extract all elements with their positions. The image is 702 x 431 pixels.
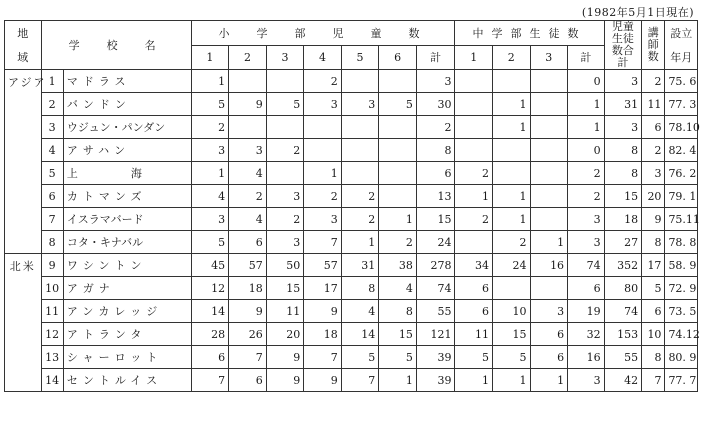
- school-name: ワシントン: [63, 254, 191, 277]
- jr-total-cell: 19: [568, 300, 605, 323]
- elem-grade-cell: 7: [341, 369, 379, 392]
- elem-grade-cell: 14: [341, 323, 379, 346]
- founded-cell: 78. 8: [665, 231, 698, 254]
- jr-grade-cell: 1: [455, 185, 493, 208]
- elem-grade-cell: 2: [304, 185, 342, 208]
- teachers-cell: 7: [642, 369, 665, 392]
- jr-grade-cell: 2: [455, 162, 493, 185]
- elem-grade-cell: 8: [341, 277, 379, 300]
- elem-grade-cell: 3: [341, 93, 379, 116]
- elem-grade-cell: 14: [191, 300, 229, 323]
- elem-grade-cell: 1: [341, 231, 379, 254]
- jr-grade-cell: [455, 116, 493, 139]
- elem-grade-cell: 9: [266, 369, 304, 392]
- elem-grade-cell: 11: [266, 300, 304, 323]
- elem-grade-cell: 8: [379, 300, 417, 323]
- founded-cell: 77. 3: [665, 93, 698, 116]
- teachers-cell: 5: [642, 277, 665, 300]
- elem-total-cell: 15: [416, 208, 455, 231]
- founded-cell: 80. 9: [665, 346, 698, 369]
- header-row-top: [5, 21, 698, 46]
- jr-grade-cell: [455, 93, 493, 116]
- total-students-cell: 8: [604, 162, 642, 185]
- teachers-cell: 20: [642, 185, 665, 208]
- table-row: [5, 369, 698, 392]
- school-name: アトランタ: [63, 323, 191, 346]
- table-row: [5, 346, 698, 369]
- elem-grade-cell: 1: [379, 369, 417, 392]
- total-students-cell: 80: [604, 277, 642, 300]
- elem-grade-cell: [379, 70, 417, 93]
- jr-total-cell: 2: [568, 185, 605, 208]
- total-students-cell: 42: [604, 369, 642, 392]
- table-row: [5, 139, 698, 162]
- elem-grade-cell: 2: [341, 185, 379, 208]
- teachers-cell: 10: [642, 323, 665, 346]
- school-number: 4: [41, 139, 63, 162]
- total-students-header: 児童生徒数合計: [604, 21, 642, 70]
- elem-grade-cell: [229, 116, 267, 139]
- jr-grade-cell: 1: [493, 93, 531, 116]
- jr-grade-cell: [455, 139, 493, 162]
- table-row: [5, 231, 698, 254]
- table-row: [5, 208, 698, 231]
- teachers-cell: 17: [642, 254, 665, 277]
- elem-grade-cell: 5: [341, 346, 379, 369]
- elem-grade-cell: 4: [341, 300, 379, 323]
- elem-grade-cell: 31: [341, 254, 379, 277]
- elem-grade-cell: 18: [229, 277, 267, 300]
- table-row: [5, 185, 698, 208]
- jr-grade-cell: 6: [530, 323, 568, 346]
- founded-cell: 77. 7: [665, 369, 698, 392]
- elem-grade-cell: 28: [191, 323, 229, 346]
- date-note: (1982年5月1日現在): [581, 6, 694, 19]
- total-students-cell: 27: [604, 231, 642, 254]
- elem-grade-cell: [304, 139, 342, 162]
- elem-grade-cell: 1: [304, 162, 342, 185]
- founded-cell: 75.11: [665, 208, 698, 231]
- school-name: シャーロット: [63, 346, 191, 369]
- school-number: 9: [41, 254, 63, 277]
- elem-grade-cell: [266, 162, 304, 185]
- jr-grade-cell: 6: [455, 277, 493, 300]
- school-number: 8: [41, 231, 63, 254]
- jr-total-cell: 6: [568, 277, 605, 300]
- jr-total-cell: 16: [568, 346, 605, 369]
- jr-grade-cell: [493, 70, 531, 93]
- elem-grade-cell: 5: [191, 231, 229, 254]
- elem-grade-cell: 7: [191, 369, 229, 392]
- jr-grade-cell: [530, 139, 568, 162]
- elem-grade-cell: 1: [191, 70, 229, 93]
- jr-grade-cell: 5: [455, 346, 493, 369]
- elem-grade-cell: 3: [229, 139, 267, 162]
- school-name: アサハン: [63, 139, 191, 162]
- elem-grade-cell: 9: [304, 369, 342, 392]
- elem-grade-cell: 4: [229, 162, 267, 185]
- elem-grade-cell: [266, 70, 304, 93]
- elem-grade-cell: 3: [191, 139, 229, 162]
- school-name-header: 学 校 名: [41, 21, 191, 70]
- elem-total-cell: 2: [416, 116, 455, 139]
- elem-total-cell: 13: [416, 185, 455, 208]
- jr-grade-cell: 10: [493, 300, 531, 323]
- school-number: 13: [41, 346, 63, 369]
- teachers-cell: 8: [642, 231, 665, 254]
- table-row: [5, 116, 698, 139]
- elem-grade-cell: [379, 116, 417, 139]
- founded-header-bottom: 年月: [670, 51, 693, 64]
- elem-grade-cell: [341, 70, 379, 93]
- teachers-cell: 9: [642, 208, 665, 231]
- junior-count-header: 中学部生徒数: [455, 21, 604, 46]
- table-body: [5, 70, 698, 392]
- founded-cell: 82. 4: [665, 139, 698, 162]
- jr-grade-cell: 1: [530, 369, 568, 392]
- jr-grade-cell: 11: [455, 323, 493, 346]
- elem-grade-cell: [379, 139, 417, 162]
- teachers-cell: 11: [642, 93, 665, 116]
- elem-grade-cell: [379, 185, 417, 208]
- elem-grade-cell: 1: [191, 162, 229, 185]
- elem-grade-cell: 3: [191, 208, 229, 231]
- jr-grade-cell: [493, 277, 531, 300]
- school-number: 5: [41, 162, 63, 185]
- region-header-top: 地: [17, 27, 29, 40]
- jr-grade-cell: 1: [455, 369, 493, 392]
- school-name: 上 海: [63, 162, 191, 185]
- elem-total-cell: 39: [416, 346, 455, 369]
- elem-grade-cell: 9: [229, 93, 267, 116]
- teachers-cell: 3: [642, 162, 665, 185]
- school-name: ウジュン・パンダン: [63, 116, 191, 139]
- total-students-cell: 8: [604, 139, 642, 162]
- elem-grade-cell: 5: [379, 346, 417, 369]
- elem-grade-cell: 3: [266, 185, 304, 208]
- elem-grade-cell: 6: [229, 369, 267, 392]
- elem-grade-header: 3: [266, 45, 304, 70]
- school-number: 11: [41, 300, 63, 323]
- elem-grade-cell: 7: [229, 346, 267, 369]
- elem-grade-cell: [304, 116, 342, 139]
- table-row: [5, 70, 698, 93]
- elem-total-cell: 8: [416, 139, 455, 162]
- elem-grade-cell: 2: [341, 208, 379, 231]
- elem-grade-cell: 7: [304, 231, 342, 254]
- elem-grade-cell: 9: [304, 300, 342, 323]
- founded-header: [665, 21, 698, 70]
- founded-cell: 72. 9: [665, 277, 698, 300]
- school-name: セントルイス: [63, 369, 191, 392]
- jr-grade-cell: [530, 277, 568, 300]
- jr-grade-cell: 15: [493, 323, 531, 346]
- elem-grade-cell: 2: [229, 185, 267, 208]
- founded-header-top: 設立: [670, 27, 693, 40]
- elem-grade-cell: 5: [266, 93, 304, 116]
- jr-grade-header: 1: [455, 45, 493, 70]
- school-number: 1: [41, 70, 63, 93]
- elem-grade-cell: 38: [379, 254, 417, 277]
- elem-grade-cell: 3: [304, 93, 342, 116]
- school-name: バンドン: [63, 93, 191, 116]
- jr-grade-cell: [493, 139, 531, 162]
- school-name: アンカレッジ: [63, 300, 191, 323]
- elem-grade-cell: [379, 162, 417, 185]
- total-students-cell: 153: [604, 323, 642, 346]
- school-name: マドラス: [63, 70, 191, 93]
- elem-grade-cell: 50: [266, 254, 304, 277]
- jr-grade-header: 2: [493, 45, 531, 70]
- total-students-cell: 3: [604, 116, 642, 139]
- jr-grade-cell: 5: [493, 346, 531, 369]
- table-row: [5, 254, 698, 277]
- jr-grade-cell: 1: [493, 369, 531, 392]
- school-number: 14: [41, 369, 63, 392]
- school-number: 12: [41, 323, 63, 346]
- elem-total-cell: 121: [416, 323, 455, 346]
- elem-total-cell: 39: [416, 369, 455, 392]
- elem-grade-cell: 2: [379, 231, 417, 254]
- jr-grade-cell: [530, 93, 568, 116]
- elem-grade-cell: 57: [304, 254, 342, 277]
- table-row: [5, 277, 698, 300]
- elem-grade-cell: 4: [191, 185, 229, 208]
- elem-total-cell: 6: [416, 162, 455, 185]
- jr-grade-cell: [530, 70, 568, 93]
- jr-total-cell: 3: [568, 208, 605, 231]
- jr-total-cell: 1: [568, 93, 605, 116]
- elem-grade-cell: 1: [379, 208, 417, 231]
- jr-total-cell: 3: [568, 369, 605, 392]
- elem-grade-cell: 6: [229, 231, 267, 254]
- jr-grade-cell: 1: [493, 185, 531, 208]
- elem-grade-header: 1: [191, 45, 229, 70]
- elem-grade-cell: 6: [191, 346, 229, 369]
- teachers-cell: 6: [642, 300, 665, 323]
- jr-grade-cell: [455, 70, 493, 93]
- elem-grade-cell: [341, 116, 379, 139]
- jr-grade-cell: [530, 185, 568, 208]
- table-row: [5, 162, 698, 185]
- total-students-cell: 74: [604, 300, 642, 323]
- region-header-bottom: 域: [17, 51, 29, 64]
- founded-cell: 79. 1: [665, 185, 698, 208]
- school-number: 7: [41, 208, 63, 231]
- school-number: 6: [41, 185, 63, 208]
- elem-grade-cell: 5: [191, 93, 229, 116]
- jr-grade-cell: [530, 208, 568, 231]
- jr-total-cell: 74: [568, 254, 605, 277]
- jr-grade-cell: [530, 162, 568, 185]
- elem-grade-cell: 3: [266, 231, 304, 254]
- elem-grade-cell: 57: [229, 254, 267, 277]
- jr-grade-cell: 6: [455, 300, 493, 323]
- elem-total-cell: 55: [416, 300, 455, 323]
- jr-grade-cell: 24: [493, 254, 531, 277]
- jr-total-header: 計: [568, 45, 605, 70]
- teachers-cell: 6: [642, 116, 665, 139]
- elem-grade-cell: 9: [229, 300, 267, 323]
- jr-grade-cell: 16: [530, 254, 568, 277]
- jr-total-cell: 0: [568, 70, 605, 93]
- teachers-cell: 2: [642, 139, 665, 162]
- elementary-count-header: 小 学 部 児 童 数: [191, 21, 455, 46]
- teachers-cell: 2: [642, 70, 665, 93]
- elem-total-header: 計: [416, 45, 455, 70]
- elem-grade-cell: 2: [266, 139, 304, 162]
- teachers-header: 講師数: [642, 21, 665, 70]
- elem-grade-cell: 17: [304, 277, 342, 300]
- elem-grade-cell: 20: [266, 323, 304, 346]
- school-name: イスラマバード: [63, 208, 191, 231]
- elem-grade-cell: 4: [379, 277, 417, 300]
- total-students-cell: 18: [604, 208, 642, 231]
- elem-grade-cell: [341, 139, 379, 162]
- school-number: 10: [41, 277, 63, 300]
- jr-total-cell: 3: [568, 231, 605, 254]
- founded-cell: 74.12: [665, 323, 698, 346]
- jr-grade-cell: 1: [493, 116, 531, 139]
- elem-grade-cell: 3: [304, 208, 342, 231]
- jr-grade-cell: [493, 162, 531, 185]
- teachers-cell: 8: [642, 346, 665, 369]
- region-header: [5, 21, 42, 70]
- elem-grade-cell: [341, 162, 379, 185]
- elem-grade-cell: 18: [304, 323, 342, 346]
- jr-grade-cell: 3: [530, 300, 568, 323]
- jr-grade-cell: 34: [455, 254, 493, 277]
- jr-grade-cell: 2: [455, 208, 493, 231]
- elem-grade-header: 6: [379, 45, 417, 70]
- elem-grade-cell: 15: [379, 323, 417, 346]
- elem-grade-cell: 7: [304, 346, 342, 369]
- jr-total-cell: 1: [568, 116, 605, 139]
- jr-total-cell: 2: [568, 162, 605, 185]
- elem-grade-cell: 2: [266, 208, 304, 231]
- elem-total-cell: 74: [416, 277, 455, 300]
- total-students-cell: 15: [604, 185, 642, 208]
- jr-grade-cell: [455, 231, 493, 254]
- founded-cell: 76. 2: [665, 162, 698, 185]
- jr-total-cell: 32: [568, 323, 605, 346]
- elem-total-cell: 24: [416, 231, 455, 254]
- jr-total-cell: 0: [568, 139, 605, 162]
- elem-grade-cell: 12: [191, 277, 229, 300]
- elem-grade-cell: 15: [266, 277, 304, 300]
- total-students-cell: 55: [604, 346, 642, 369]
- table-row: [5, 300, 698, 323]
- total-students-cell: 31: [604, 93, 642, 116]
- elem-total-cell: 278: [416, 254, 455, 277]
- founded-cell: 75. 6: [665, 70, 698, 93]
- founded-cell: 58. 9: [665, 254, 698, 277]
- elem-grade-cell: 26: [229, 323, 267, 346]
- elem-grade-cell: 2: [304, 70, 342, 93]
- school-name: コタ・キナバル: [63, 231, 191, 254]
- school-enrollment-table: [4, 20, 698, 392]
- total-students-cell: 352: [604, 254, 642, 277]
- jr-grade-cell: 1: [530, 231, 568, 254]
- jr-grade-cell: 2: [493, 231, 531, 254]
- school-name: カトマンズ: [63, 185, 191, 208]
- elem-grade-cell: [229, 70, 267, 93]
- table-row: [5, 93, 698, 116]
- elem-grade-cell: [266, 116, 304, 139]
- table-row: [5, 323, 698, 346]
- school-name: アガナ: [63, 277, 191, 300]
- elem-grade-cell: 5: [379, 93, 417, 116]
- elem-grade-header: 5: [341, 45, 379, 70]
- elem-grade-cell: 9: [266, 346, 304, 369]
- region-cell: 北米: [5, 254, 42, 392]
- elem-grade-cell: 45: [191, 254, 229, 277]
- founded-cell: 78.10: [665, 116, 698, 139]
- region-cell: アジア: [5, 70, 42, 254]
- elem-grade-cell: 4: [229, 208, 267, 231]
- jr-grade-cell: 6: [530, 346, 568, 369]
- school-number: 3: [41, 116, 63, 139]
- jr-grade-cell: [530, 116, 568, 139]
- elem-grade-header: 2: [229, 45, 267, 70]
- elem-grade-header: 4: [304, 45, 342, 70]
- jr-grade-header: 3: [530, 45, 568, 70]
- elem-grade-cell: 2: [191, 116, 229, 139]
- school-number: 2: [41, 93, 63, 116]
- elem-total-cell: 3: [416, 70, 455, 93]
- jr-grade-cell: 1: [493, 208, 531, 231]
- total-students-cell: 3: [604, 70, 642, 93]
- elem-total-cell: 30: [416, 93, 455, 116]
- founded-cell: 73. 5: [665, 300, 698, 323]
